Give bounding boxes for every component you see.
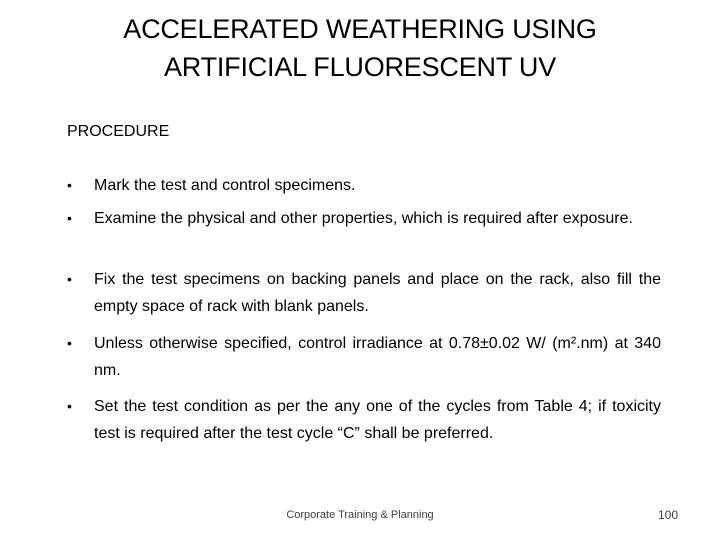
list-item [67, 393, 661, 447]
page-number: 100 [657, 508, 678, 522]
slide-title-line-1: ACCELERATED WEATHERING USING [123, 14, 597, 44]
bullet-icon: • [67, 335, 72, 351]
bullet-icon: • [67, 177, 72, 193]
list-item-text: Mark the test and control specimens. [94, 177, 356, 194]
slide-title-line-2: ARTIFICIAL FLUORESCENT UV [163, 52, 557, 82]
list-item-text: Set the test condition as per the any one of the cycles from Table 4; if toxicity test is required after the test cycle “C” shall be preferred. [94, 398, 661, 442]
list-item [67, 266, 661, 320]
list-item [67, 330, 661, 384]
section-heading: PROCEDURE [67, 123, 170, 140]
slide-title [60, 10, 660, 86]
bullet-icon: • [67, 210, 72, 226]
list-item-text: Fix the test specimens on backing panels and place on the rack, also fill the empty space of rack with blank panels. [94, 271, 661, 315]
list-item [67, 205, 661, 232]
bullet-icon: • [67, 271, 72, 287]
list-item [67, 172, 661, 199]
list-item-text: Examine the physical and other properties, which is required after exposure. [94, 210, 633, 227]
footer-text: Corporate Training & Planning [286, 509, 434, 521]
bullet-icon: • [67, 398, 72, 414]
list-item-text: Unless otherwise specified, control irradiance at 0.78±0.02 W/ (m².nm) at 340 nm. [94, 335, 661, 379]
